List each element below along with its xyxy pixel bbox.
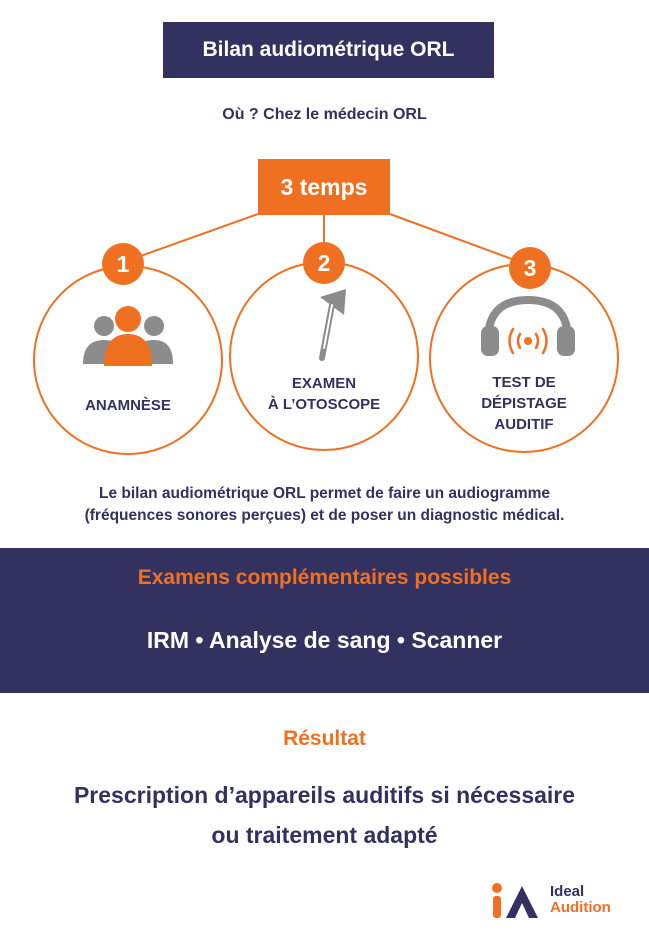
step-label-3-line-3: AUDITIF [494,416,554,433]
result-line-1: Prescription d’appareils auditifs si nécessaire [73,782,576,808]
result-text [0,775,649,855]
step-label-1-line: ANAMNÈSE [85,397,171,414]
ideal-audition-logo-icon [488,882,546,920]
step-label-2-line-2: À L’OTOSCOPE [267,396,381,413]
step-label-1 [48,395,208,416]
description-line-2: (fréquences sonores perçues) et de poser un diagnostic médical. [84,507,565,524]
step-label-2-line-1: EXAMEN [291,375,357,392]
complementary-title: Examens complémentaires possibles [137,566,512,589]
step-number-1: 1 [116,250,130,277]
logo-line-2: Audition [550,899,611,916]
step-label-3 [444,372,604,435]
logo-line-1: Ideal [550,883,585,900]
step-label-2 [244,373,404,415]
step-number-3: 3 [523,254,537,281]
result-title: Résultat [283,727,366,750]
location-text: Où ? Chez le médecin ORL [222,106,427,123]
connector-3 [390,214,520,262]
headphones-icon [481,300,575,356]
description [0,483,649,527]
page-title: Bilan audiométrique ORL [163,22,494,78]
description-line-1: Le bilan audiométrique ORL permet de faire un audiogramme [98,485,551,502]
temps-box: 3 temps [258,159,390,215]
result-line-2: ou traitement adapté [211,822,438,848]
connector-1 [135,214,258,258]
step-label-3-line-1: TEST DE [492,374,556,391]
people-icon [83,306,173,366]
step-label-3-line-2: DÉPISTAGE [481,395,567,412]
otoscope-icon [320,289,346,358]
logo-text [550,884,611,916]
complementary-list: IRM • Analyse de sang • Scanner [146,627,503,653]
step-number-2: 2 [317,249,331,276]
